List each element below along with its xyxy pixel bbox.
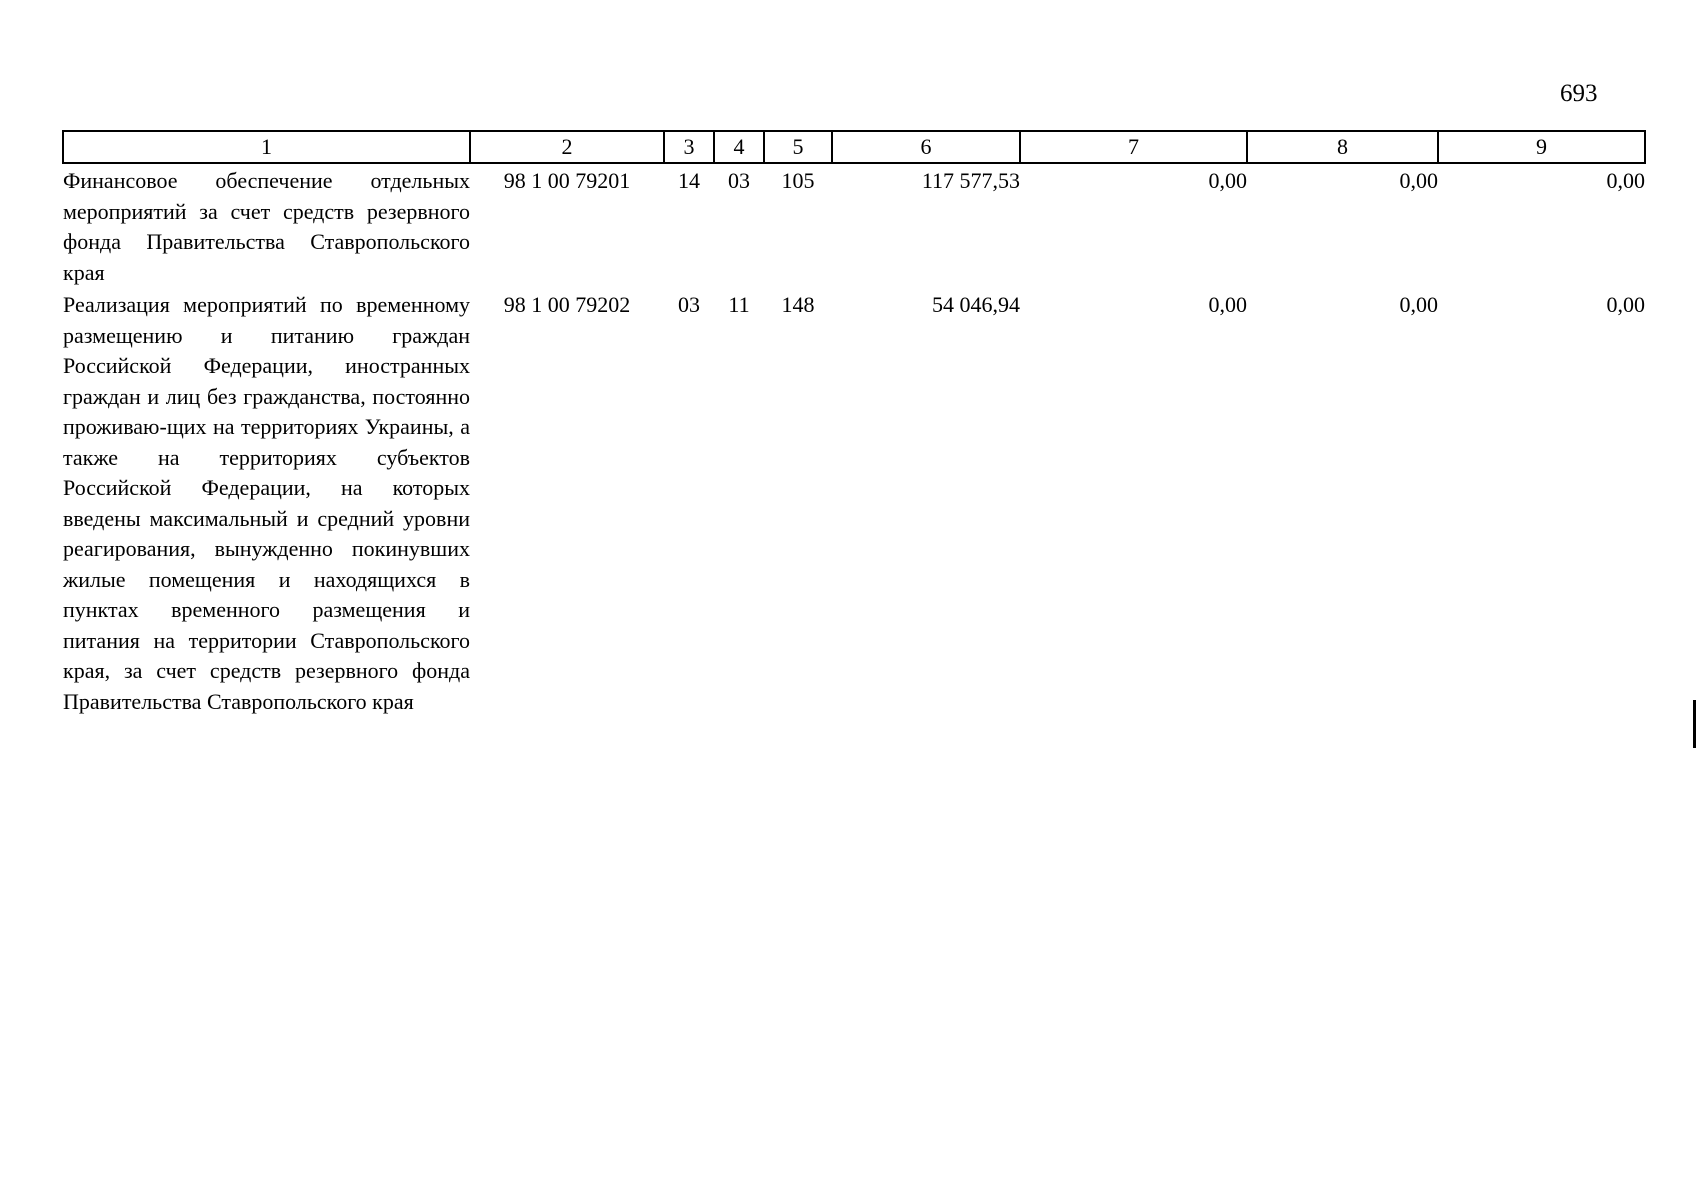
table-header-row — [63, 131, 1645, 163]
column-header-4: 4 — [714, 131, 764, 163]
row-section: 14 — [678, 168, 700, 193]
row-section: 03 — [678, 292, 700, 317]
row-target-code: 98 1 00 79202 — [503, 292, 631, 317]
page-number: 693 — [1560, 80, 1598, 107]
row-amount-7: 0,00 — [1208, 292, 1247, 317]
table-row — [63, 163, 1645, 288]
column-header-9: 9 — [1438, 131, 1645, 163]
row-amount-9: 0,00 — [1606, 168, 1645, 193]
column-header-6: 6 — [832, 131, 1020, 163]
column-header-2: 2 — [470, 131, 664, 163]
row-name: Финансовое обеспечение отдельных мероприятий за счет средств резервного фонда Правительства Ставропольского края — [63, 168, 470, 285]
column-header-8: 8 — [1247, 131, 1438, 163]
column-header-7: 7 — [1020, 131, 1247, 163]
budget-table — [62, 130, 1646, 717]
row-subsection: 11 — [728, 292, 750, 317]
row-amount-7: 0,00 — [1208, 168, 1247, 193]
column-header-3: 3 — [664, 131, 714, 163]
row-expense-type: 148 — [781, 292, 815, 317]
column-header-5: 5 — [764, 131, 832, 163]
table-row — [63, 288, 1645, 717]
row-amount-9: 0,00 — [1606, 292, 1645, 317]
row-subsection: 03 — [728, 168, 750, 193]
row-name: Реализация мероприятий по временному размещению и питанию граждан Российской Федерации, иностранных граждан и лиц без гражданства, постоянно проживаю-щих на территориях Украины, а также на территориях субъектов Российской Федерации, на которых введены максимальный и средний уровни реагирования, вынужденно покинувших жилые помещения и находящихся в пунктах временного размещения и питания на территории Ставропольского края, за счет средств резервного фонда Правительства Ставропольского края — [63, 292, 470, 714]
column-header-1: 1 — [63, 131, 470, 163]
row-expense-type: 105 — [781, 168, 815, 193]
row-amount-8: 0,00 — [1399, 292, 1438, 317]
row-amount-6: 54 046,94 — [932, 292, 1020, 317]
row-amount-8: 0,00 — [1399, 168, 1438, 193]
row-amount-6: 117 577,53 — [921, 168, 1020, 193]
row-target-code: 98 1 00 79201 — [503, 168, 631, 193]
